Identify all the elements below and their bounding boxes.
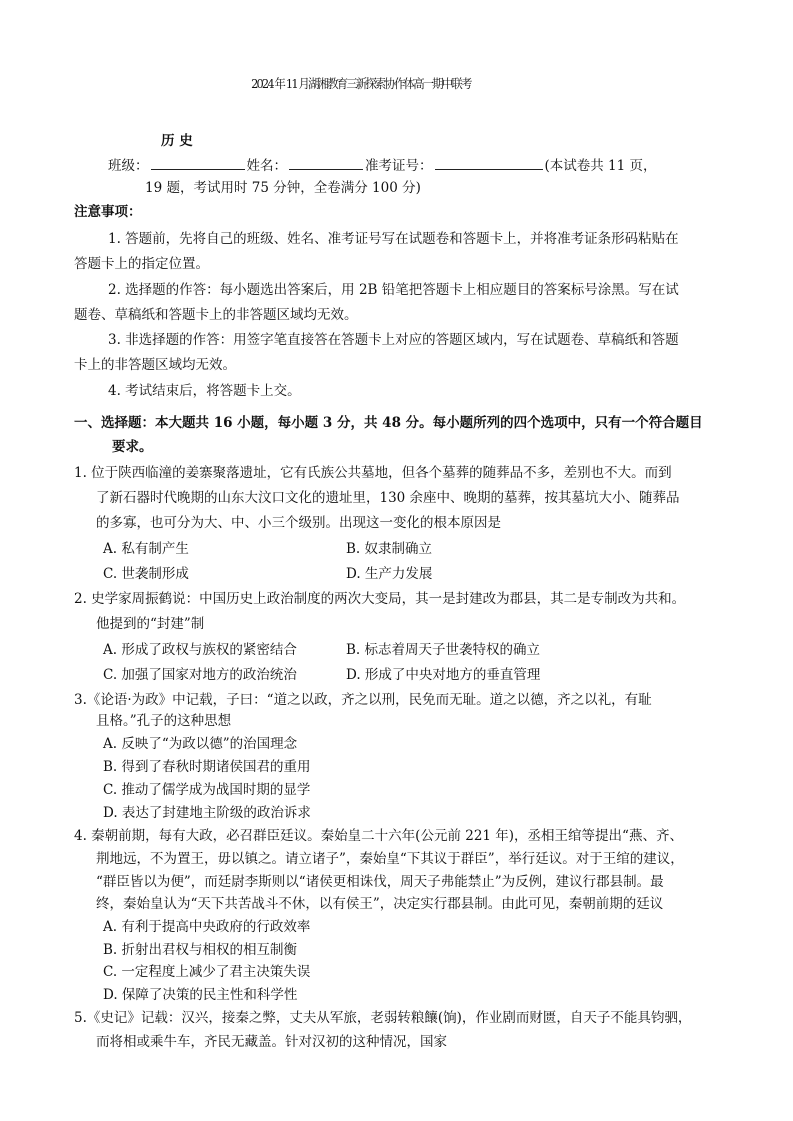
option-a: A. 反映了“为政以德”的治国理念: [103, 736, 298, 752]
name-label: 姓名：: [246, 158, 287, 174]
notice-line: 4. 考试结束后，将答题卡上交。: [108, 383, 301, 399]
ticket-label: 准考证号：: [365, 158, 433, 174]
question-stem-line: 4. 秦朝前期，每有大政，必召群臣廷议。秦始皇二十六年(公元前 221 年)，丞相王绾等提出“燕、齐、: [74, 828, 683, 844]
question-stem-line: “群臣皆以为便”，而廷尉李斯则以“诸侯更相诛伐，周天子弗能禁止”为反例，建议行郡县制。最: [96, 874, 664, 890]
option-c: C. 推动了儒学成为战国时期的显学: [103, 782, 311, 798]
option-d: D. 生产力发展: [346, 566, 433, 582]
exam-note-line1: (本试卷共 11 页，: [544, 158, 657, 174]
section-heading: 一、选择题：本大题共 16 小题，每小题 3 分，共 48 分。每小题所列的四个选项中，只有一个符合题目: [74, 415, 703, 431]
option-d: D. 表达了封建地主阶级的政治诉求: [103, 805, 311, 821]
question-stem-line: 且格。”孔子的这种思想: [96, 713, 232, 729]
question-stem-line: 他提到的“封建”制: [96, 616, 205, 632]
question-stem-line: 荆地远，不为置王，毋以镇之。请立诸子”，秦始皇“下其议于群臣”，举行廷议。对于王绾的建议，: [96, 851, 684, 867]
name-blank: [289, 155, 363, 170]
question-stem-line: 的多寡，也可分为大、中、小三个级别。出现这一变化的根本原因是: [96, 515, 501, 531]
class-label: 班级：: [108, 158, 149, 174]
notice-line: 3. 非选择题的作答：用签字笔直接答在答题卡上对应的答题区域内，写在试题卷、草稿纸和答题: [108, 332, 679, 348]
option-d: D. 保障了决策的民主性和科学性: [103, 987, 298, 1003]
subject-label: 历 史: [161, 133, 193, 149]
option-a: A. 私有制产生: [103, 541, 189, 557]
question-stem-line: 2. 史学家周振鹤说：中国历史上政治制度的两次大变局，其一是封建改为郡县，其二是专制改为共和。: [74, 591, 686, 607]
option-b: B. 标志着周天子世袭特权的确立: [346, 642, 541, 658]
option-b: B. 得到了春秋时期诸侯国君的重用: [103, 759, 311, 775]
option-a: A. 有利于提高中央政府的行政效率: [103, 919, 311, 935]
exam-title: 2024 年 11 月湖湘教育三新探索协作体高一期中联考: [251, 76, 471, 91]
class-blank: [151, 155, 245, 170]
question-stem-line: 终，秦始皇认为“天下共苦战斗不休，以有侯王”，决定实行郡县制。由此可见，秦朝前期的廷议: [96, 896, 664, 912]
section-heading-cont: 要求。: [112, 439, 153, 455]
question-stem-line: 3.《论语·为政》中记载，子曰：“道之以政，齐之以刑，民免而无耻。道之以德，齐之以礼，有耻: [74, 692, 652, 708]
option-c: C. 一定程度上减少了君主决策失误: [103, 964, 311, 980]
option-b: B. 折射出君权与相权的相互制衡: [103, 942, 298, 958]
notice-line: 1. 答题前，先将自己的班级、姓名、准考证号写在试题卷和答题卡上，并将准考证条形码粘贴在: [108, 231, 679, 247]
question-stem-line: 了新石器时代晚期的山东大汶口文化的遗址里，130 余座中、晚期的墓葬，按其墓坑大小、随葬品: [96, 490, 680, 506]
question-stem-line: 而将相或乘牛车，齐民无藏盖。针对汉初的这种情况，国家: [96, 1034, 447, 1050]
ticket-blank: [435, 155, 543, 170]
notice-line: 答题卡上的指定位置。: [74, 256, 209, 272]
question-stem-line: 5.《史记》记载：汉兴，接秦之弊，丈夫从军旅，老弱转粮饟(饷)，作业剧而财匮，自天子不能具钧驷，: [74, 1010, 692, 1026]
notice-line: 2. 选择题的作答：每小题选出答案后，用 2B 铅笔把答题卡上相应题目的答案标号涂黑。写在试: [108, 282, 679, 298]
option-c: C. 加强了国家对地方的政治统治: [103, 667, 297, 683]
option-b: B. 奴隶制确立: [346, 541, 433, 557]
exam-note-line2: 19 题，考试用时 75 分钟，全卷满分 100 分): [145, 180, 421, 196]
option-c: C. 世袭制形成: [103, 566, 189, 582]
student-info-line: [108, 155, 657, 176]
notice-line: 题卷、草稿纸和答题卡上的非答题区域均无效。: [74, 307, 358, 323]
question-stem-line: 1. 位于陕西临潼的姜寨聚落遗址，它有氏族公共墓地，但各个墓葬的随葬品不多，差别也不大。而到: [74, 465, 672, 481]
option-a: A. 形成了政权与族权的紧密结合: [103, 642, 297, 658]
notice-heading: 注意事项：: [74, 204, 142, 220]
notice-line: 卡上的非答题区域均无效。: [74, 357, 236, 373]
option-d: D. 形成了中央对地方的垂直管理: [346, 667, 541, 683]
